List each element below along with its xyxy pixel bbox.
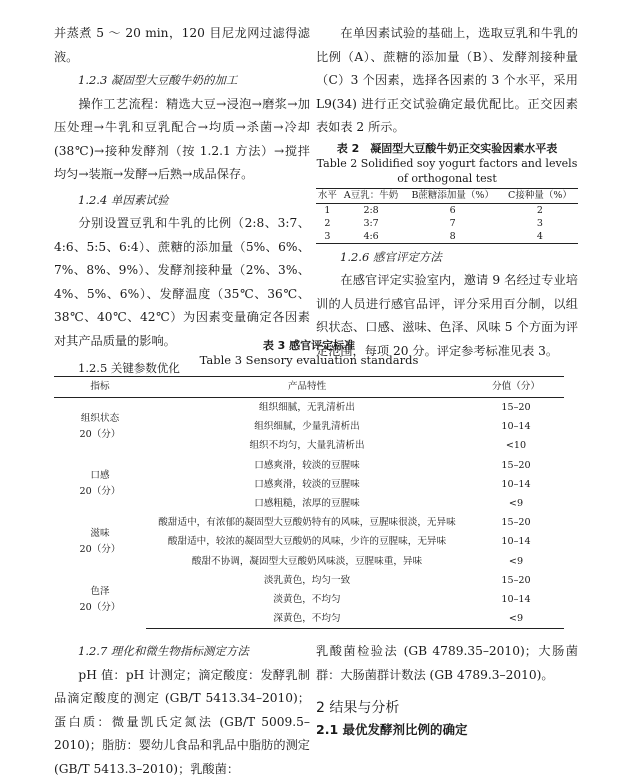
- right-column-top: [316, 22, 578, 363]
- table3-group-cell: [54, 513, 146, 571]
- right-column-bottom: [316, 640, 578, 741]
- table3-group-points: 20（分）: [80, 429, 121, 440]
- table3-cell: <9: [468, 552, 564, 571]
- table3-group-cell: [54, 571, 146, 629]
- table3-group-name: 滋味: [90, 528, 109, 539]
- table3-cell: 10–14: [468, 475, 564, 494]
- table2-cell: 7: [404, 217, 502, 230]
- heading-1-2-3: 1.2.3 凝固型大豆酸牛奶的加工: [54, 69, 310, 93]
- table3-cell: 10–14: [468, 590, 564, 609]
- table3-sensory-standards: [54, 376, 564, 629]
- table2-cell: 6: [404, 203, 502, 217]
- table2-caption-cn: 表 2 凝固型大豆酸牛奶正交实验因素水平表: [316, 141, 578, 156]
- table3-cell: 深黄色，不均匀: [146, 609, 468, 629]
- table2-cell: 3:7: [339, 217, 404, 230]
- table2-row: [316, 230, 578, 244]
- table3-cell: 组织细腻，少量乳清析出: [146, 417, 468, 436]
- table3-block: [54, 338, 564, 629]
- table3-cell: 15–20: [468, 398, 564, 418]
- table3-header: 指标: [54, 377, 146, 398]
- table3-cell: 酸甜适中，较浓的凝固型大豆酸奶的风味，少许的豆腥味，无异味: [146, 532, 468, 551]
- table3-cell: 组织不均匀，大量乳清析出: [146, 436, 468, 455]
- table3-cell: 10–14: [468, 532, 564, 551]
- heading-1-2-6: 1.2.6 感官评定方法: [316, 246, 578, 270]
- table3-cell: <9: [468, 609, 564, 629]
- table3-row: [54, 398, 564, 418]
- paragraph-single-factor: 分别设置豆乳和牛乳的比例（2:8、3:7、4:6、5:5、6:4）、蔗糖的添加量（5%、6%、7%、8%、9%）、发酵剂接种量（2%、3%、4%、5%、6%）、发酵温度（35℃、36℃、38℃、40℃、42℃）为因素变量确定各因素对其产品质量的影响。: [54, 212, 310, 353]
- table2-row: [316, 203, 578, 217]
- table3-cell: 酸甜适中，有浓郁的凝固型大豆酸奶特有的风味，豆腥味很淡，无异味: [146, 513, 468, 532]
- table2-header: 水平: [316, 188, 339, 203]
- table3-cell: 15–20: [468, 513, 564, 532]
- paragraph-test-methods: pH 值：pH 计测定；滴定酸度：发酵乳制品滴定酸度的测定 (GB/T 5413.34–2010)；蛋白质：微量凯氏定氮法 (GB/T 5009.5–2010)；脂肪：婴幼儿食品和乳品中脂肪的测定 (GB/T 5413.3–2010)；乳酸菌：: [54, 664, 310, 781]
- table3-caption-en: Table 3 Sensory evaluation standards: [54, 353, 564, 368]
- table3-header-row: [54, 377, 564, 398]
- table3-header: 分值（分）: [468, 377, 564, 398]
- heading-1-2-4: 1.2.4 单因素试验: [54, 189, 310, 213]
- table2-cell: 2:8: [339, 203, 404, 217]
- table2-header: B蔗糖添加量（%）: [404, 188, 502, 203]
- table3-cell: 口感粗糙，浓厚的豆腥味: [146, 494, 468, 513]
- table2-cell: 1: [316, 203, 339, 217]
- paragraph-orthogonal: 在单因素试验的基础上，选取豆乳和牛乳的比例（A）、蔗糖的添加量（B）、发酵剂接种量（C）3 个因素，选择各因素的 3 个水平，采用 L9(34) 进行正交试验确定最优配比。正交因素表如表 2 所示。: [316, 22, 578, 140]
- left-column-top: [54, 22, 310, 381]
- paragraph-process-flow: 操作工艺流程：精选大豆→浸泡→磨浆→加压处理→牛乳和豆乳配合→均质→杀菌→冷却 (38℃)→接种发酵剂（按 1.2.1 方法）→搅拌均匀→装瓶→发酵→后熟→成品保存。: [54, 93, 310, 187]
- table3-header: 产品特性: [146, 377, 468, 398]
- section-heading-results: 2 结果与分析: [316, 697, 578, 719]
- table3-cell: 10–14: [468, 417, 564, 436]
- table2-header-row: [316, 188, 578, 203]
- table2-header: C接种量（%）: [502, 188, 578, 203]
- table2-cell: 4: [502, 230, 578, 244]
- table3-cell: 15–20: [468, 571, 564, 590]
- table2-caption-en: Table 2 Solidified soy yogurt factors and levels of orthogonal test: [316, 156, 578, 186]
- table3-cell: 酸甜不协调，凝固型大豆酸奶风味淡，豆腥味重，异味: [146, 552, 468, 571]
- heading-1-2-7: 1.2.7 理化和微生物指标测定方法: [54, 640, 310, 664]
- paragraph-filtrate: 并蒸煮 5 ～ 20 min，120 目尼龙网过滤得滤液。: [54, 22, 310, 69]
- table2-orthogonal-factors: [316, 188, 578, 244]
- left-column-bottom: [54, 640, 310, 781]
- table3-row: [54, 513, 564, 532]
- table3-cell: 淡乳黄色，均匀一致: [146, 571, 468, 590]
- table3-cell: 淡黄色，不均匀: [146, 590, 468, 609]
- table3-group-cell: [54, 456, 146, 514]
- table2-cell: 2: [316, 217, 339, 230]
- table3-group-name: 组织状态: [81, 413, 119, 424]
- heading-1-2-5: 1.2.5 关键参数优化: [54, 357, 310, 381]
- table2-header: A豆乳：牛奶: [339, 188, 404, 203]
- table3-row: [54, 456, 564, 475]
- table3-cell: 口感爽滑，较淡的豆腥味: [146, 475, 468, 494]
- table3-group-points: 20（分）: [80, 486, 121, 497]
- table2-row: [316, 217, 578, 230]
- paragraph-sensory-method: 在感官评定实验室内，邀请 9 名经过专业培训的人员进行感官品评，评分采用百分制，以组织状态、口感、滋味、色泽、风味 5 个方面为评定范围，每项 20 分。评定参考标准见表 3。: [316, 269, 578, 363]
- table2-cell: 2: [502, 203, 578, 217]
- table3-cell: <10: [468, 436, 564, 455]
- table2-cell: 4:6: [339, 230, 404, 244]
- table3-caption-cn: 表 3 感官评定标准: [54, 338, 564, 353]
- table3-group-points: 20（分）: [80, 544, 121, 555]
- table2-cell: 3: [502, 217, 578, 230]
- paragraph-methods-continued: 乳酸菌检验法 (GB 4789.35–2010)；大肠菌群：大肠菌群计数法 (GB 4789.3–2010)。: [316, 640, 578, 687]
- table3-cell: 组织细腻，无乳清析出: [146, 398, 468, 418]
- table2-cell: 8: [404, 230, 502, 244]
- subsection-heading-2-1: 2.1 最优发酵剂比例的确定: [316, 719, 578, 741]
- table3-group-name: 色泽: [90, 586, 109, 597]
- table2-cell: 3: [316, 230, 339, 244]
- table3-group-name: 口感: [90, 470, 109, 481]
- table3-group-cell: [54, 398, 146, 456]
- table3-cell: 15–20: [468, 456, 564, 475]
- table3-cell: 口感爽滑，较淡的豆腥味: [146, 456, 468, 475]
- table3-cell: <9: [468, 494, 564, 513]
- table3-group-points: 20（分）: [80, 602, 121, 613]
- table3-row: [54, 571, 564, 590]
